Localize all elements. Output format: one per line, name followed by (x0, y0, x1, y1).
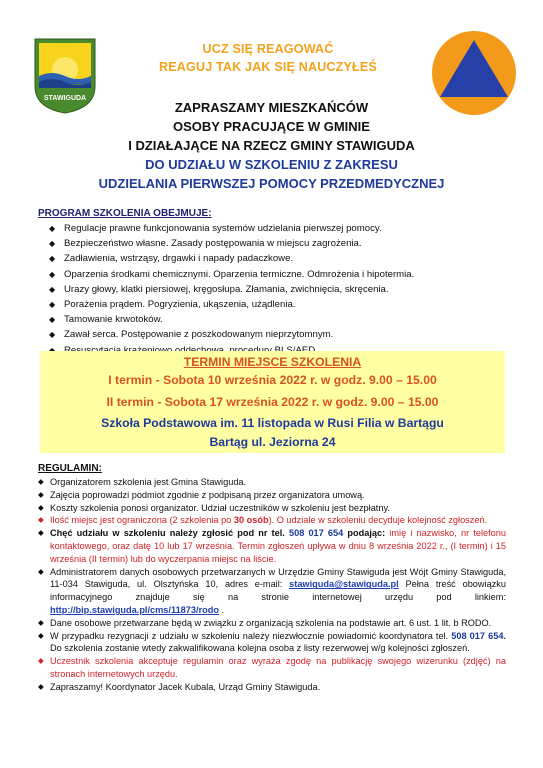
program-item: ◆ Zadławienia, wstrząsy, drgawki i napady padaczkowe. (46, 251, 516, 266)
heading-line-4: DO UDZIAŁU W SZKOLENIU Z ZAKRESU (145, 157, 398, 172)
heading-line-5: UDZIELANIA PIERWSZEJ POMOCY PRZEDMEDYCZNEJ (98, 176, 445, 191)
program-item: ◆ Tamowanie krwotoków. (46, 312, 516, 327)
diamond-bullet-icon: ◆ (49, 239, 56, 249)
diamond-bullet-icon: ◆ (38, 566, 44, 576)
diamond-bullet-icon: ◆ (49, 315, 56, 325)
diamond-bullet-icon: ◆ (38, 528, 44, 538)
term-first: I termin - Sobota 10 września 2022 r. w godz. 9.00 – 15.00 (108, 373, 437, 387)
program-item: ◆ Regulacje prawne funkcjonowania systemów udzielania pierwszej pomocy. (46, 221, 516, 236)
program-item: ◆ Bezpieczeństwo własne. Zasady postępowania w miejscu zagrożenia. (46, 236, 516, 251)
term-place-school: Szkoła Podstawowa im. 11 listopada w Rusi Filia w Bartągu (101, 416, 444, 430)
regulamin-item: ◆ Zajęcia poprowadzi podmiot zgodnie z podpisaną przez organizatora umową. (38, 489, 365, 500)
diamond-bullet-icon: ◆ (38, 489, 44, 499)
term-title: TERMIN MIEJSCE SZKOLENIA (183, 355, 362, 369)
program-item: ◆ Urazy głowy, klatki piersiowej, kręgosłupa. Złamania, zwichnięcia, skręcenia. (46, 282, 516, 297)
program-item: ◆ Oparzenia środkami chemicznymi. Oparzenia termiczne. Odmrożenia i hipotermia. (46, 267, 516, 282)
program-title: PROGRAM SZKOLENIA OBEJMUJE: (38, 208, 212, 219)
regulamin-item: ◆ Zapraszamy! Koordynator Jacek Kubala, Urząd Gminy Stawiguda. (38, 681, 321, 692)
program-item: ◆ Zawał serca. Postępowanie z poszkodowanym nieprzytomnym. (46, 327, 516, 342)
diamond-bullet-icon: ◆ (38, 681, 44, 691)
rodo-link[interactable]: http://bip.stawiguda.pl/cms/11873/rodo (50, 604, 219, 615)
diamond-bullet-icon: ◆ (49, 269, 56, 279)
email-link[interactable]: stawiguda@stawiguda.pl (289, 579, 399, 590)
term-second: II termin - Sobota 17 września 2022 r. w godz. 9.00 – 15.00 (106, 395, 439, 409)
regulamin-list (38, 476, 506, 694)
term-place-address: Bartąg ul. Jeziorna 24 (209, 435, 336, 449)
regulamin-item: ◆ Ilość miejsc jest ograniczona (2 szkolenia po 30 osób). O udziale w szkoleniu decyduje kolejność zgłoszeń. (38, 515, 488, 526)
regulamin-item: ◆ Uczestnik szkolenia akceptuje regulamin oraz wyraża zgodę na publikację swojego wizerunku (zdjęć) na stronach internetowych urzędu. (38, 656, 506, 679)
heading-line-3: I DZIAŁAJĄCE NA RZECZ GMINY STAWIGUDA (128, 138, 415, 153)
diamond-bullet-icon: ◆ (38, 502, 44, 512)
regulamin-item: ◆ Dane osobowe przetwarzane będą w związku z organizacją szkolenia na podstawie art. 6 ust. 1 lit. b RODO. (38, 617, 492, 628)
diamond-bullet-icon: ◆ (38, 515, 44, 525)
regulamin-item: ◆ Chęć udziału w szkoleniu należy zgłosić pod nr tel. 508 017 654 podając: imię i nazwisko, nr telefonu kontaktowego, oraz datę 10 lub 17 września. Termin zgłoszeń upływa w dniu 8 września 2022 r., (I termin) i 15 września (II termin) lub do wyczerpania miejsc na liście. (38, 528, 506, 564)
logo-text: STAWIGUDA (43, 95, 87, 102)
regulamin-item: ◆ W przypadku rezygnacji z udziału w szkoleniu należy niezwłocznie powiadomić koordynatora tel. 508 017 654. Do szkolenia zostanie wtedy zakwalifikowana kolejna osoba z listy rezerwowej w/g kolejności zgłoszeń. (38, 630, 506, 654)
regulamin-title: REGULAMIN: (38, 463, 102, 474)
heading-line-2: OSOBY PRACUJĄCE W GMINIE (173, 119, 370, 134)
regulamin-item: ◆ Administratorem danych osobowych przetwarzanych w Urzędzie Gminy Stawiguda jest Wójt Gminy Stawiguda, 11-034 Stawiguda, ul. Olsztyńska 10, adres e-mail: stawiguda@stawiguda.pl Pełna treść obowiązku informacyjnego znajduje się na stronie internetowej urzędu pod linkiem: http://bip.stawiguda.pl/cms/11873/rodo . (38, 566, 506, 615)
diamond-bullet-icon: ◆ (38, 477, 44, 486)
diamond-bullet-icon: ◆ (38, 656, 44, 666)
slogan-line-1: UCZ SIĘ REAGOWAĆ (202, 42, 334, 56)
program-list (46, 221, 516, 358)
diamond-bullet-icon: ◆ (38, 630, 44, 640)
slogan-line-2: REAGUJ TAK JAK SIĘ NAUCZYŁEŚ (159, 60, 377, 74)
diamond-bullet-icon: ◆ (49, 330, 56, 340)
program-item: ◆ Porażenia prądem. Pogryzienia, ukąszenia, użądlenia. (46, 297, 516, 312)
diamond-bullet-icon: ◆ (38, 617, 44, 627)
regulamin-item: ◆ Koszty szkolenia ponosi organizator. Udział uczestników w szkoleniu jest bezpłatny. (38, 502, 390, 513)
diamond-bullet-icon: ◆ (49, 224, 56, 233)
regulamin-item: ◆ Organizatorem szkolenia jest Gmina Stawiguda. (38, 477, 247, 487)
diamond-bullet-icon: ◆ (49, 284, 56, 294)
diamond-bullet-icon: ◆ (49, 254, 56, 264)
heading-line-1: ZAPRASZAMY MIESZKAŃCÓW (174, 100, 369, 115)
diamond-bullet-icon: ◆ (49, 300, 56, 310)
